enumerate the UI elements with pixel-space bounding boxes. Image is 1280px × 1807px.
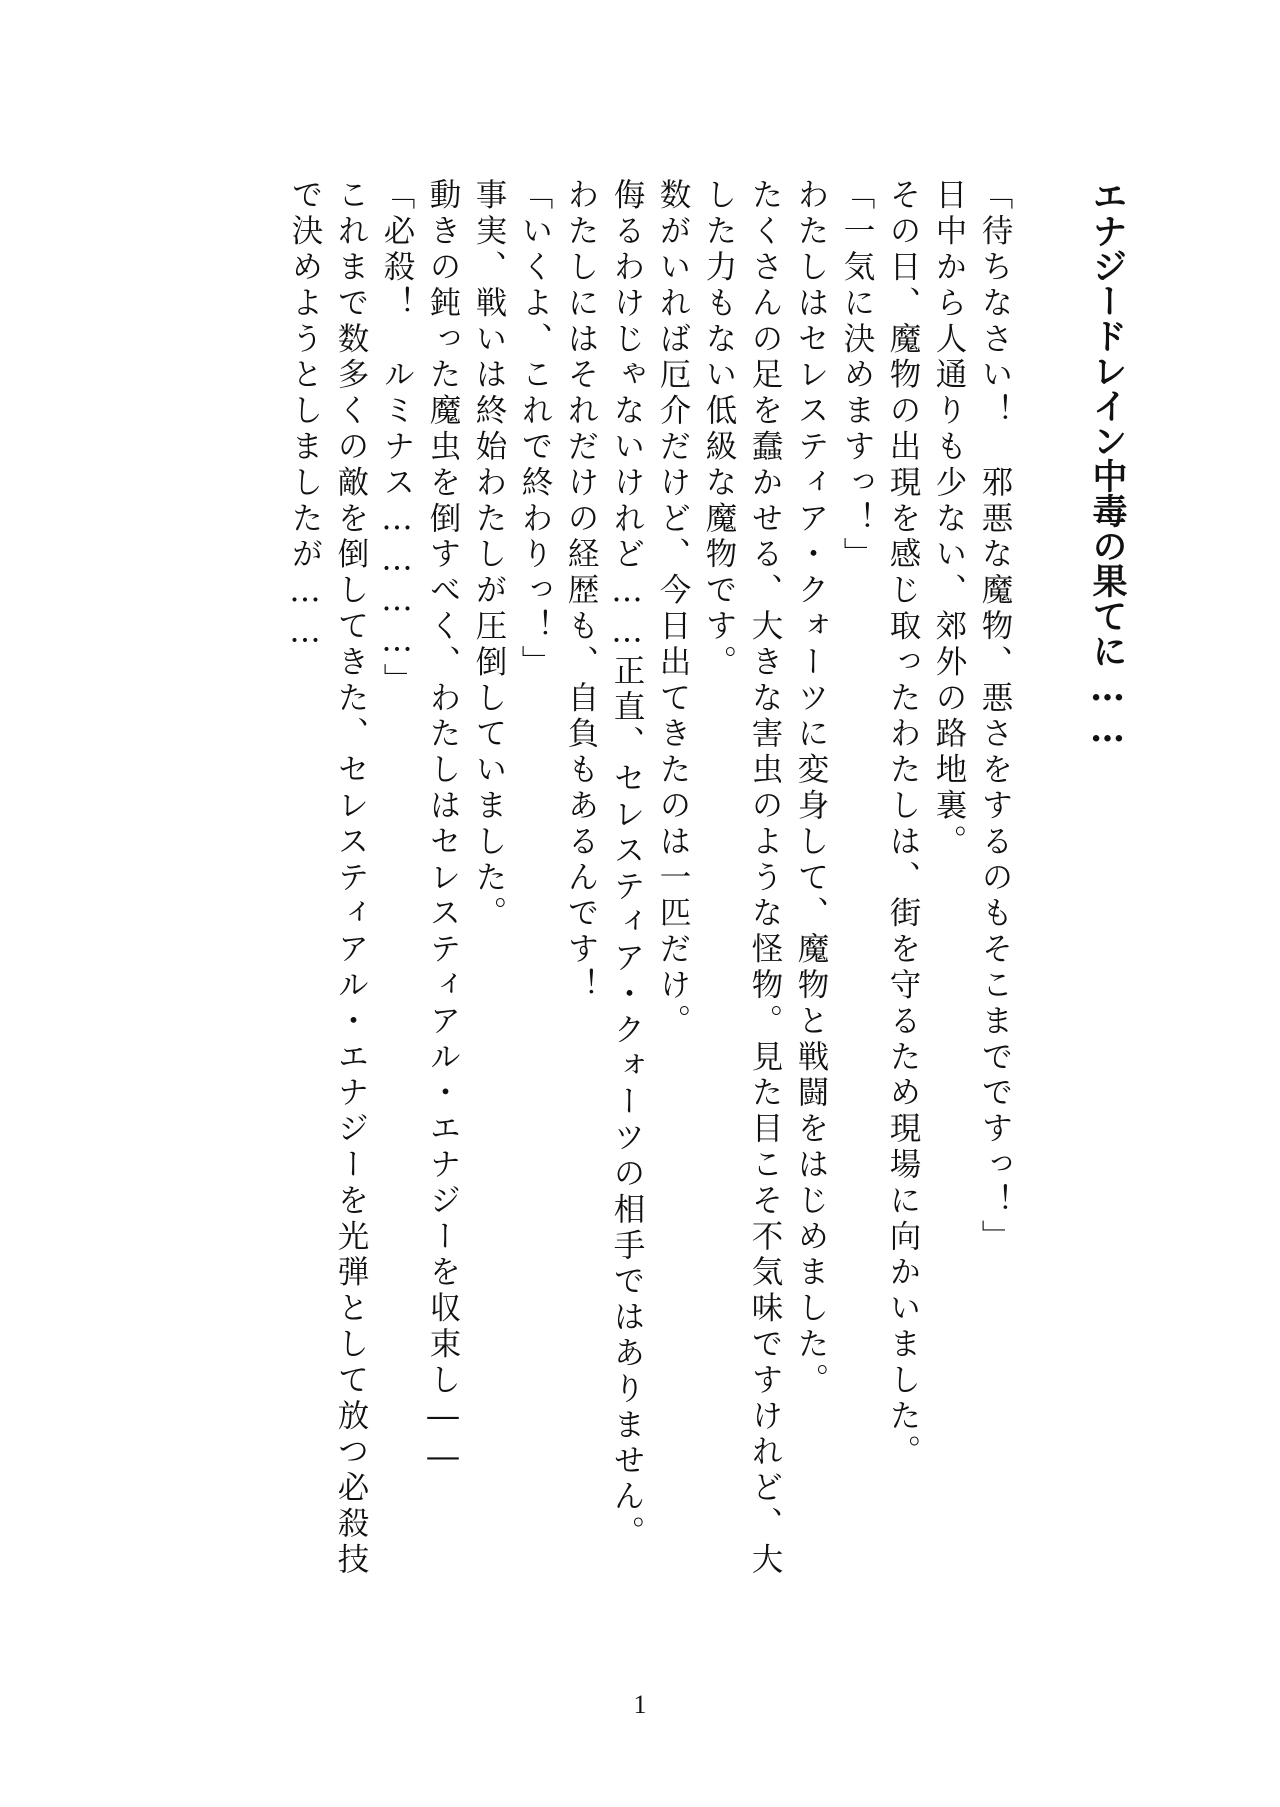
text-line: 数がいれば厄介だけど、今日出てきたのは一匹だけ。 — [655, 178, 691, 1040]
text-line: 「いくよ、これで終わりっ！」 — [517, 178, 553, 681]
page-number: 1 — [633, 1690, 647, 1719]
text-line: 事実、戦いは終始わたしが圧倒していました。 — [471, 178, 507, 932]
text-line: した力もない低級な魔物です。 — [701, 178, 737, 681]
text-line: で決めようとしましたが…… — [287, 178, 323, 654]
text-line: 「待ちなさい！ 邪悪な魔物、悪さをするのもそこまでですっ！」 — [977, 178, 1013, 1255]
text-line: 「必殺！ ルミナス…………」 — [379, 178, 415, 699]
text-line: わたしにはそれだけの経歴も、自負もあるんです！ — [563, 178, 599, 1004]
text-line: 動きの鈍った魔虫を倒すべく、わたしはセレスティアル・エナジーを収束し―― — [425, 178, 461, 1480]
text-line: 日中から人通りも少ない、郊外の路地裏。 — [931, 178, 967, 861]
text-line: 侮るわけじゃないけれど……正直、セレスティア・クォーツの相手ではありません。 — [609, 178, 645, 1552]
text-line: たくさんの足を蠢かせる、大きな害虫のような怪物。見た目こそ不気味ですけれど、大 — [747, 178, 783, 1579]
text-line: その日、魔物の出現を感じ取ったわたしは、街を守るため現場に向かいました。 — [885, 178, 921, 1471]
text-line: 「一気に決めますっ！」 — [839, 178, 875, 573]
body-text — [158, 178, 1018, 1658]
chapter-title: エナジードレイン中毒の果てに…… — [1087, 178, 1128, 750]
text-line: これまで数多くの敵を倒してきた、セレスティアル・エナジーを光弾として放つ必殺技 — [333, 178, 369, 1579]
text-line: わたしはセレスティア・クォーツに変身して、魔物と戦闘をはじめました。 — [793, 178, 829, 1399]
